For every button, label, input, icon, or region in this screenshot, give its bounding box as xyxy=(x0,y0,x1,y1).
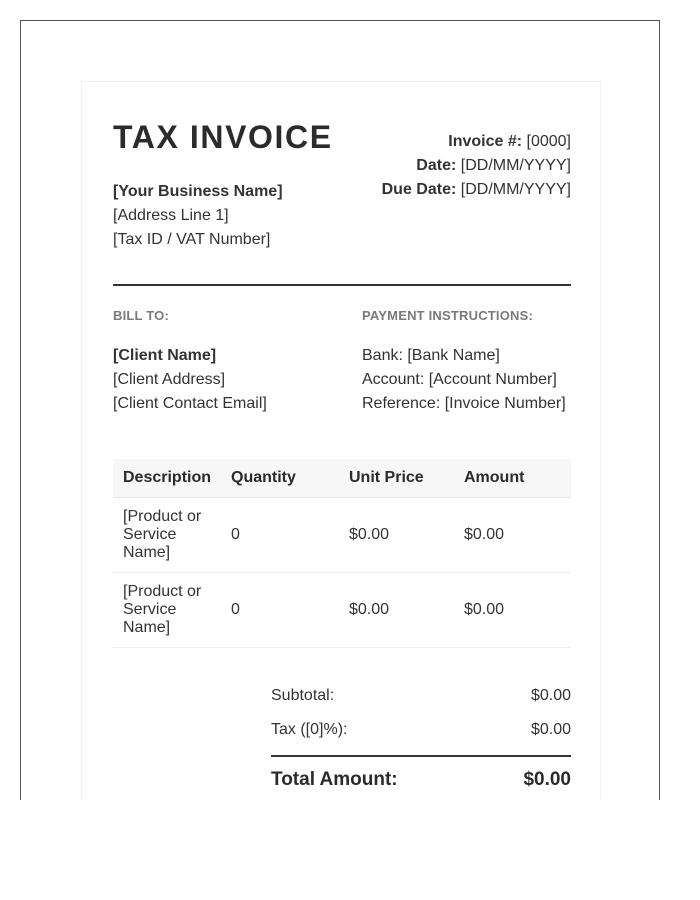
payment-bank: Bank: [Bank Name] xyxy=(362,347,500,364)
table-row xyxy=(113,498,571,573)
column-header-amount: Amount xyxy=(454,459,571,498)
business-name: [Your Business Name] xyxy=(113,183,283,200)
invoice-header xyxy=(113,120,571,270)
business-tax-id: [Tax ID / VAT Number] xyxy=(113,231,271,248)
line-items-table xyxy=(113,459,571,648)
tax-label: Tax ([0]%): xyxy=(271,721,348,738)
item-unit-price: $0.00 xyxy=(339,573,454,648)
client-email: [Client Contact Email] xyxy=(113,395,267,412)
item-description: [Product or Service Name] xyxy=(113,498,221,573)
header-divider xyxy=(113,284,571,286)
due-date-value: [DD/MM/YYYY] xyxy=(460,181,571,198)
item-quantity: 0 xyxy=(221,498,339,573)
total-amount-label: Total Amount: xyxy=(271,769,398,790)
subtotal-row xyxy=(271,679,571,713)
payment-heading: PAYMENT INSTRUCTIONS: xyxy=(362,308,534,323)
item-amount: $0.00 xyxy=(454,498,571,573)
invoice-meta xyxy=(382,130,571,202)
bill-to-section xyxy=(113,308,343,416)
due-date-line xyxy=(382,178,571,202)
business-address: [Address Line 1] xyxy=(113,207,229,224)
due-date-label: Due Date: xyxy=(381,181,457,198)
invoice-title: TAX INVOICE xyxy=(113,119,333,155)
total-amount-row xyxy=(271,757,571,803)
subtotal-label: Subtotal: xyxy=(271,687,335,704)
table-header-row xyxy=(113,459,571,498)
subtotal-value: $0.00 xyxy=(530,687,571,704)
tax-value: $0.00 xyxy=(530,721,571,738)
business-info xyxy=(113,180,283,252)
payment-details xyxy=(362,344,592,416)
item-description: [Product or Service Name] xyxy=(113,573,221,648)
item-quantity: 0 xyxy=(221,573,339,648)
bill-to-details xyxy=(113,344,343,416)
tax-row xyxy=(271,713,571,747)
column-header-quantity: Quantity xyxy=(221,459,339,498)
invoice-number-label: Invoice #: xyxy=(448,133,523,150)
item-unit-price: $0.00 xyxy=(339,498,454,573)
invoice-date-line xyxy=(382,154,571,178)
payment-account: Account: [Account Number] xyxy=(362,371,557,388)
invoice-date-value: [DD/MM/YYYY] xyxy=(460,157,571,174)
invoice-number-value: [0000] xyxy=(526,133,571,150)
client-name: [Client Name] xyxy=(113,347,217,364)
column-header-description: Description xyxy=(113,459,221,498)
column-header-unit-price: Unit Price xyxy=(339,459,454,498)
client-address: [Client Address] xyxy=(113,371,226,388)
invoice-number-line xyxy=(382,130,571,154)
invoice-date-label: Date: xyxy=(416,157,457,174)
totals-section xyxy=(271,679,571,803)
bill-to-heading: BILL TO: xyxy=(113,308,170,323)
invoice-card xyxy=(81,81,601,801)
total-amount-value: $0.00 xyxy=(523,769,571,790)
item-amount: $0.00 xyxy=(454,573,571,648)
payment-reference: Reference: [Invoice Number] xyxy=(362,395,566,412)
table-row xyxy=(113,573,571,648)
payment-instructions-section xyxy=(362,308,592,416)
